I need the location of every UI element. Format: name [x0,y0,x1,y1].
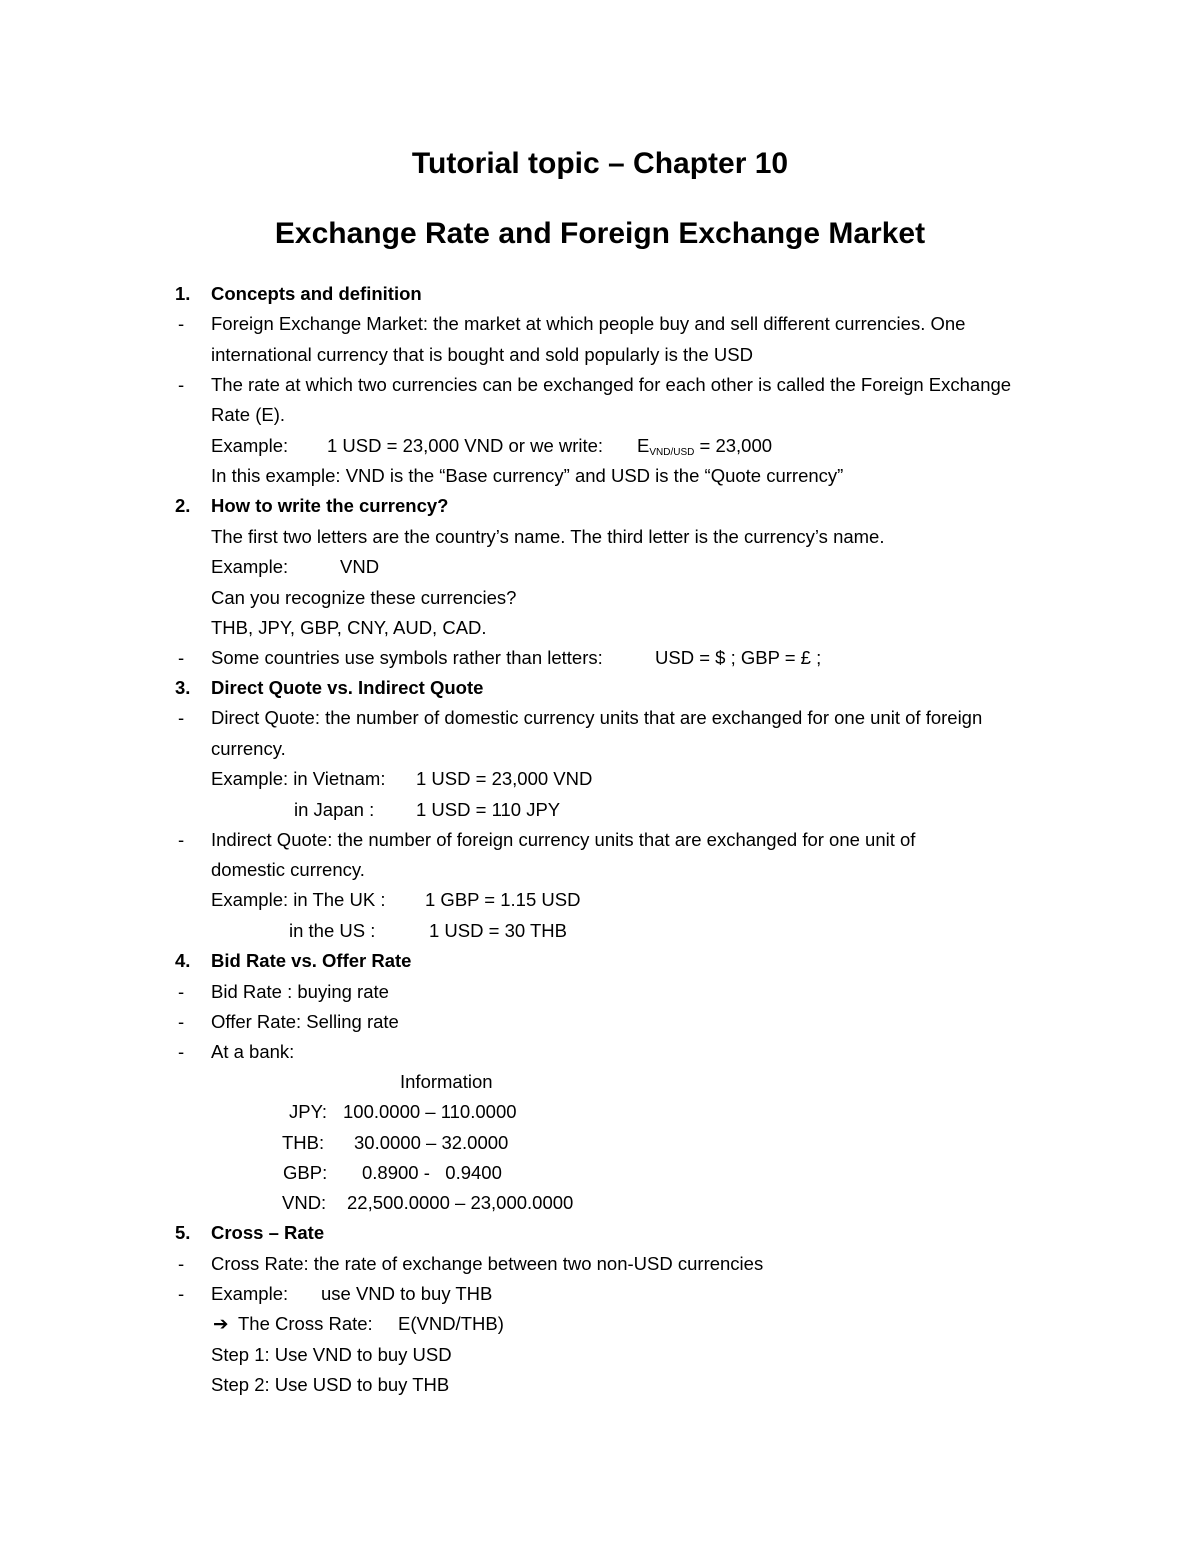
s4-bullet-3: At a bank: [211,1041,295,1062]
s5-step-1: Step 1: Use VND to buy USD [211,1344,452,1365]
page-title: Tutorial topic – Chapter 10 [411,147,789,180]
s2-example-label: Example: [211,556,289,577]
rate-row-value: 0.8900 - 0.9400 [362,1162,502,1183]
s2-question: Can you recognize these currencies? [211,587,517,608]
s5-bullet-2-value: use VND to buy THB [321,1283,493,1304]
bullet-dash: - [178,1041,185,1062]
s4-bullet-1: Bid Rate : buying rate [211,981,389,1002]
s2-line-1: The first two letters are the country’s name. The third letter is the currency’s name. [211,526,885,547]
section-5-heading: Cross – Rate [211,1222,325,1243]
s5-cross-rate-label: The Cross Rate: [238,1313,373,1334]
s5-step-2: Step 2: Use USD to buy THB [211,1374,450,1395]
bullet-dash: - [178,647,185,668]
bullet-dash: - [178,981,185,1002]
s3-example-2-label: in Japan : [294,799,375,820]
s1-note: In this example: VND is the “Base currency” and USD is the “Quote currency” [211,465,844,486]
section-3-heading: Direct Quote vs. Indirect Quote [211,677,484,698]
s3-example-3-value: 1 GBP = 1.15 USD [425,889,581,910]
rate-row-currency: GBP: [283,1162,328,1183]
s3-example-4-label: in the US : [289,920,376,941]
arrow-right-icon: ➔ [213,1313,229,1334]
s1-bullet-2-line-1: The rate at which two currencies can be exchanged for each other is called the Foreign Exchange [211,374,1012,395]
s1-bullet-2-line-2: Rate (E). [211,404,286,425]
bullet-dash: - [178,374,185,395]
s2-currency-list: THB, JPY, GBP, CNY, AUD, CAD. [211,617,487,638]
rate-row-value: 22,500.0000 – 23,000.0000 [347,1192,574,1213]
s3-bullet-2-line-2: domestic currency. [211,859,365,880]
formula-e: E [637,435,650,456]
info-title: Information [400,1071,493,1092]
rate-row-currency: THB: [282,1132,325,1153]
section-1-heading: Concepts and definition [211,283,422,304]
bullet-dash: - [178,313,185,334]
s3-example-1-value: 1 USD = 23,000 VND [416,768,593,789]
s5-cross-rate-value: E(VND/THB) [398,1313,504,1334]
s3-example-1-label: Example: in Vietnam: [211,768,386,789]
bullet-dash: - [178,1253,185,1274]
rate-row-value: 30.0000 – 32.0000 [354,1132,509,1153]
bullet-dash: - [178,829,185,850]
s3-bullet-1-line-1: Direct Quote: the number of domestic currency units that are exchanged for one unit of foreign [211,707,983,728]
bullet-dash: - [178,1011,185,1032]
s5-bullet-1: Cross Rate: the rate of exchange between two non-USD currencies [211,1253,764,1274]
s1-example-label: Example: [211,435,289,456]
rate-row-currency: JPY: [289,1101,328,1122]
s5-bullet-2-label: Example: [211,1283,289,1304]
s2-example-value: VND [340,556,380,577]
s2-bullet-symbols: USD = $ ; GBP = £ ; [655,647,822,668]
s3-example-4-value: 1 USD = 30 THB [429,920,567,941]
section-1-number: 1. [175,283,191,304]
page-subtitle: Exchange Rate and Foreign Exchange Market [274,217,926,250]
bullet-dash: - [178,707,185,728]
s4-bullet-2: Offer Rate: Selling rate [211,1011,399,1032]
s3-bullet-1-line-2: currency. [211,738,286,759]
s2-bullet-text: Some countries use symbols rather than letters: [211,647,603,668]
formula-subscript: VND/USD [649,447,695,458]
rate-row-currency: VND: [282,1192,327,1213]
s3-bullet-2-line-1: Indirect Quote: the number of foreign currency units that are exchanged for one unit of [211,829,916,850]
s1-bullet-1-line-1: Foreign Exchange Market: the market at which people buy and sell different currencies. One [211,313,966,334]
section-4-number: 4. [175,950,191,971]
s1-bullet-1-line-2: international currency that is bought and sold popularly is the USD [211,344,753,365]
section-3-number: 3. [175,677,191,698]
formula-result: = 23,000 [694,435,773,456]
s1-example-value: 1 USD = 23,000 VND or we write: [327,435,604,456]
s3-example-2-value: 1 USD = 110 JPY [416,799,561,820]
rate-row-value: 100.0000 – 110.0000 [343,1101,517,1122]
bullet-dash: - [178,1283,185,1304]
s3-example-3-label: Example: in The UK : [211,889,386,910]
section-2-number: 2. [175,495,191,516]
section-4-heading: Bid Rate vs. Offer Rate [211,950,412,971]
section-5-number: 5. [175,1222,191,1243]
section-2-heading: How to write the currency? [211,495,449,516]
